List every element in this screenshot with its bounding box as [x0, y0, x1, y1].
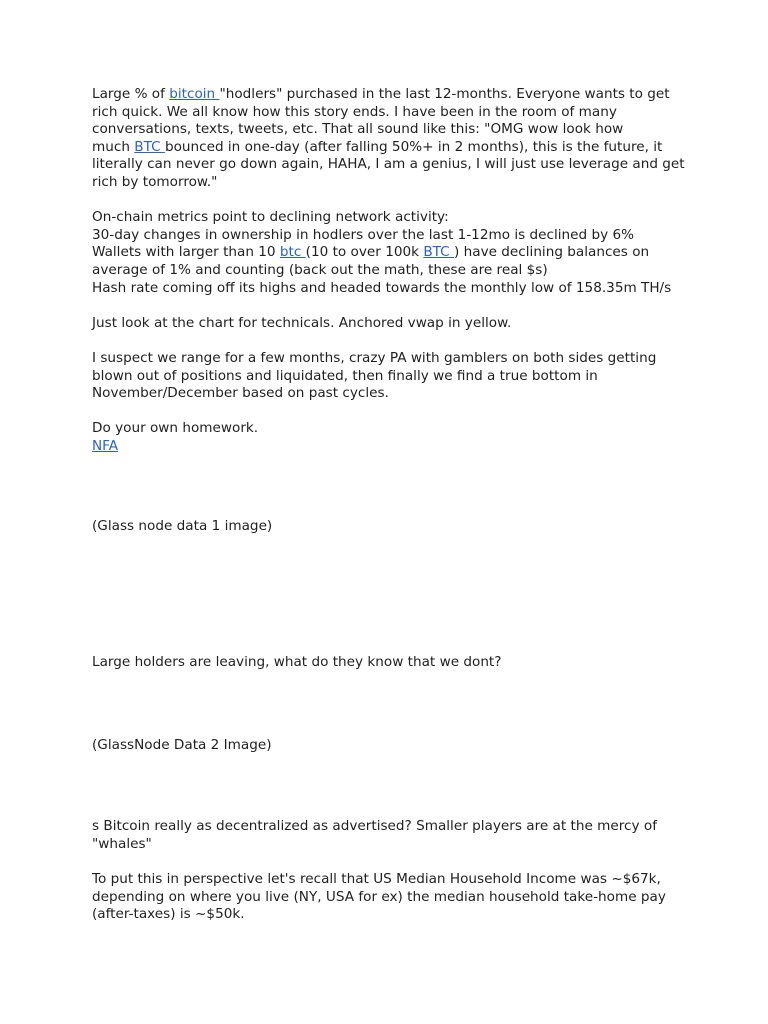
- paragraph-line: Large holders are leaving, what do they know that we dont?: [92, 654, 502, 670]
- paragraph-line: literally can never go down again, HAHA, I am a genius, I will just use leverage and get: [92, 156, 685, 173]
- btc-link[interactable]: BTC: [134, 138, 165, 155]
- paragraph-line: November/December based on past cycles.: [92, 385, 389, 402]
- article-body: [92, 86, 692, 455]
- paragraph-line: rich by tomorrow.": [92, 173, 218, 190]
- paragraph-line: average of 1% and counting (back out the math, these are real $s): [92, 261, 548, 278]
- paragraph-line: To put this in perspective let's recall that US Median Household Income was ~$67k,: [92, 871, 661, 887]
- image-caption-2: (GlassNode Data 2 Image): [92, 737, 272, 753]
- bitcoin-link[interactable]: bitcoin: [169, 86, 220, 102]
- nfa-link[interactable]: NFA: [92, 437, 119, 454]
- paragraph-line: s Bitcoin really as decentralized as advertised? Smaller players are at the mercy of: [92, 818, 657, 834]
- paragraph-line: rich quick. We all know how this story ends. I have been in the room of many: [92, 103, 617, 120]
- paragraph-line: Hash rate coming off its highs and headed towards the monthly low of 158.35m TH/s: [92, 279, 672, 296]
- paragraph-line: Wallets with larger than 10 btc (10 to over 100k BTC ) have declining balances on: [92, 244, 650, 261]
- paragraph-line: blown out of positions and liquidated, then finally we find a true bottom in: [92, 367, 598, 384]
- paragraph-line: 30-day changes in ownership in hodlers over the last 1-12mo is declined by 6%: [92, 226, 635, 243]
- paragraph-line: "whales": [92, 835, 152, 852]
- decentralized-paragraph: [92, 818, 657, 853]
- btc-lowercase-link[interactable]: btc: [279, 244, 306, 261]
- paragraph-line: depending on where you live (NY, USA for ex) the median household take-home pay: [92, 888, 666, 905]
- paragraph-line: Large % of bitcoin "hodlers" purchased in the last 12-months. Everyone wants to get: [92, 86, 670, 102]
- paragraph-line: conversations, texts, tweets, etc. That all sound like this: "OMG wow look how: [92, 121, 624, 138]
- paragraph-line: I suspect we range for a few months, crazy PA with gamblers on both sides getting: [92, 349, 657, 366]
- paragraph-line: On-chain metrics point to declining network activity:: [92, 209, 449, 226]
- paragraph-line: Just look at the chart for technicals. Anchored vwap in yellow.: [92, 314, 512, 331]
- paragraph-line: (after-taxes) is ~$50k.: [92, 906, 245, 923]
- paragraph-line: much BTC bounced in one-day (after falling 50%+ in 2 months), this is the future, it: [92, 138, 663, 155]
- paragraph-line: [92, 438, 692, 456]
- btc-uppercase-link[interactable]: BTC: [423, 244, 454, 261]
- income-paragraph: [92, 871, 666, 924]
- paragraph-line: Do your own homework.: [92, 420, 259, 437]
- image-caption-1: (Glass node data 1 image): [92, 518, 273, 534]
